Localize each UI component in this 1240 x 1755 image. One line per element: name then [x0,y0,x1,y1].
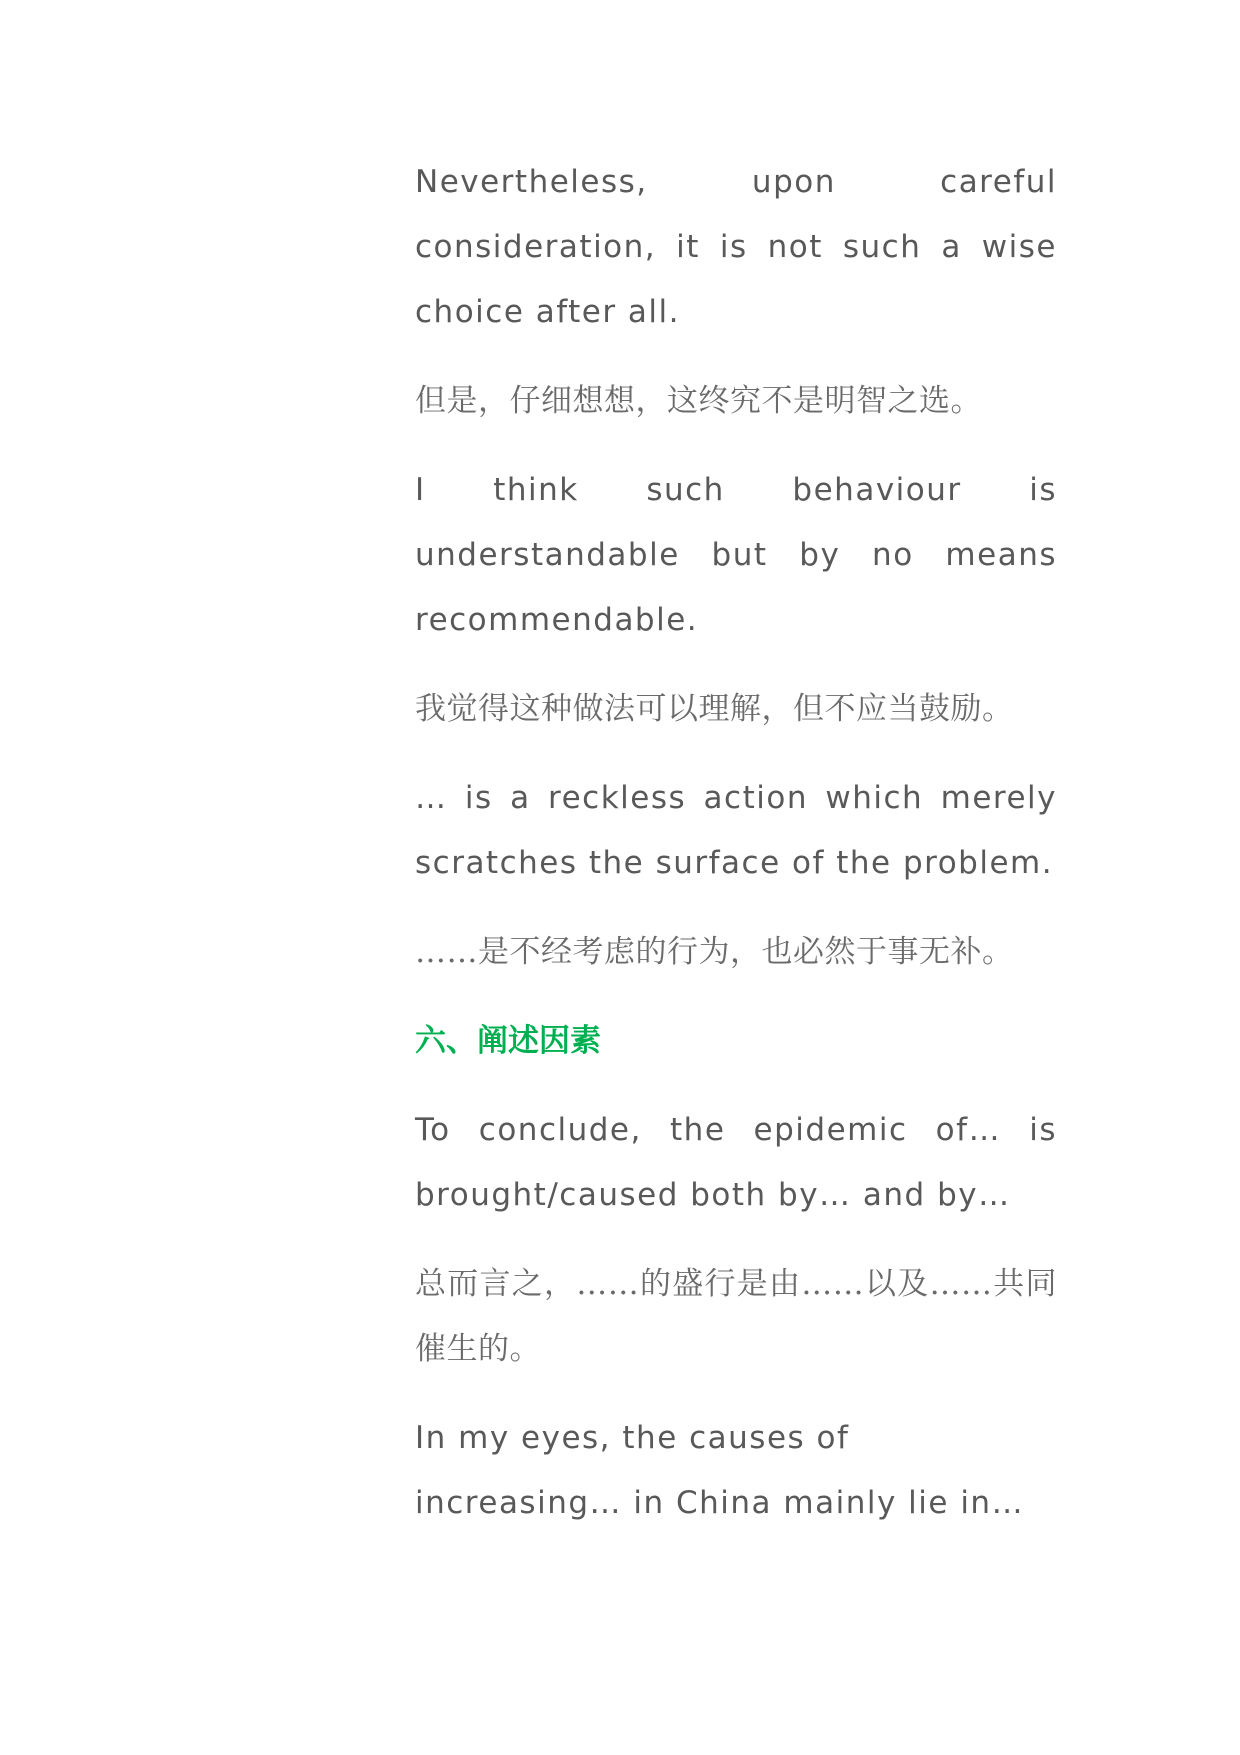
paragraph-zh-3: ……是不经考虑的行为，也必然于事无补。 [415,934,1014,970]
paragraph-zh-4: 总而言之，……的盛行是由……以及……共同催生的。 [415,1266,1057,1367]
paragraph-en-3: … is a reckless action which merely scratches the surface of the problem. [415,780,1057,881]
section-heading: 六、阐述因素 [415,1023,601,1059]
paragraph-zh-1: 但是，仔细想想，这终究不是明智之选。 [415,383,982,419]
paragraph-en-5: In my eyes, the causes of increasing… in China mainly lie in… [415,1420,1025,1521]
paragraph-zh-2: 我觉得这种做法可以理解，但不应当鼓励。 [415,691,1014,727]
paragraph-en-2: I think such behaviour is understandable but by no means recommendable. [415,472,1057,638]
document-content [415,150,1057,1560]
paragraph-en-1: Nevertheless, upon careful consideration, it is not such a wise choice after all. [415,164,1057,330]
paragraph-en-4: To conclude, the epidemic of… is brought/caused both by… and by… [415,1112,1057,1213]
